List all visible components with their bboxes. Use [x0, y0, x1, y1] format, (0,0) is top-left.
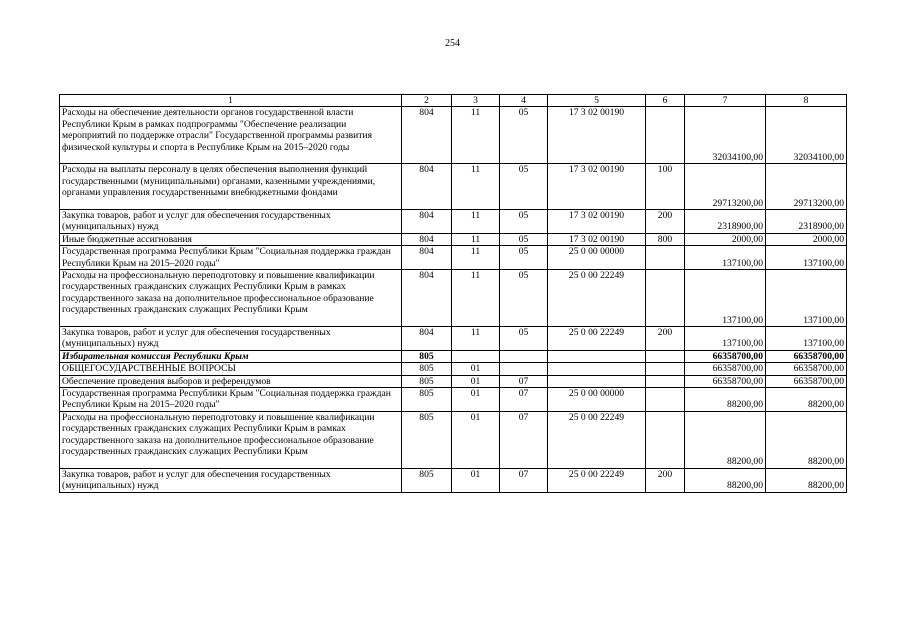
- row-sum-cell: 88200,00: [685, 468, 766, 492]
- row-section-cell: 01: [452, 388, 500, 412]
- row-expense-type-cell: [646, 375, 685, 387]
- table-row: [60, 411, 847, 468]
- row-target-cell: [548, 350, 646, 362]
- row-target-cell: 25 0 00 22249: [548, 468, 646, 492]
- row-section-cell: 11: [452, 327, 500, 351]
- row-subsection-cell: 07: [500, 468, 548, 492]
- budget-table: [59, 94, 847, 493]
- row-sum-cell: 29713200,00: [685, 164, 766, 210]
- row-glav-cell: 805: [402, 388, 452, 412]
- row-sum-cell: 2318900,00: [685, 210, 766, 234]
- row-name-cell: Закупка товаров, работ и услуг для обеспечения государственных (муниципальных) нужд: [60, 210, 402, 234]
- row-subsection-cell: [500, 350, 548, 362]
- table-row: [60, 327, 847, 351]
- row-subsection-cell: 05: [500, 164, 548, 210]
- header-cell-4: 4: [500, 95, 548, 107]
- row-glav-cell: 804: [402, 246, 452, 270]
- row-section-cell: 11: [452, 270, 500, 327]
- row-section-cell: 01: [452, 375, 500, 387]
- row-name-cell: Государственная программа Республики Крым "Социальная поддержка граждан Республики Крым на 2015–2020 годы": [60, 246, 402, 270]
- row-sum2-cell: 29713200,00: [766, 164, 847, 210]
- row-target-cell: 25 0 00 00000: [548, 388, 646, 412]
- header-row: [60, 95, 847, 107]
- header-cell-6: 6: [646, 95, 685, 107]
- row-sum2-cell: 66358700,00: [766, 363, 847, 375]
- row-expense-type-cell: 100: [646, 164, 685, 210]
- table-row: [60, 363, 847, 375]
- row-expense-type-cell: [646, 388, 685, 412]
- row-name-cell: Закупка товаров, работ и услуг для обеспечения государственных (муниципальных) нужд: [60, 468, 402, 492]
- row-sum-cell: 2000,00: [685, 233, 766, 245]
- row-subsection-cell: 05: [500, 270, 548, 327]
- row-subsection-cell: 05: [500, 210, 548, 234]
- row-glav-cell: 804: [402, 327, 452, 351]
- row-sum2-cell: 66358700,00: [766, 350, 847, 362]
- row-sum2-cell: 66358700,00: [766, 375, 847, 387]
- row-expense-type-cell: 200: [646, 327, 685, 351]
- row-glav-cell: 805: [402, 411, 452, 468]
- row-target-cell: 17 3 02 00190: [548, 233, 646, 245]
- table-row: [60, 246, 847, 270]
- table-row: [60, 270, 847, 327]
- row-sum2-cell: 137100,00: [766, 327, 847, 351]
- row-subsection-cell: 07: [500, 388, 548, 412]
- header-cell-2: 2: [402, 95, 452, 107]
- row-name-cell: Избирательная комиссия Республики Крым: [60, 350, 402, 362]
- row-section-cell: 11: [452, 246, 500, 270]
- row-section-cell: 01: [452, 468, 500, 492]
- row-section-cell: 01: [452, 363, 500, 375]
- row-subsection-cell: [500, 363, 548, 375]
- table-row: [60, 210, 847, 234]
- row-target-cell: [548, 363, 646, 375]
- row-sum2-cell: 88200,00: [766, 411, 847, 468]
- row-sum-cell: 137100,00: [685, 246, 766, 270]
- row-expense-type-cell: [646, 350, 685, 362]
- row-glav-cell: 805: [402, 350, 452, 362]
- row-sum-cell: 137100,00: [685, 327, 766, 351]
- header-cell-8: 8: [766, 95, 847, 107]
- row-glav-cell: 804: [402, 210, 452, 234]
- row-glav-cell: 804: [402, 107, 452, 164]
- row-section-cell: [452, 350, 500, 362]
- row-subsection-cell: 05: [500, 233, 548, 245]
- row-name-cell: Расходы на выплаты персоналу в целях обеспечения выполнения функций государственными (муниципальными) органами, казенными учреждениями, органами управления государственными внебюджетными фондами: [60, 164, 402, 210]
- row-section-cell: 11: [452, 107, 500, 164]
- row-glav-cell: 805: [402, 375, 452, 387]
- row-name-cell: Государственная программа Республики Крым "Социальная поддержка граждан Республики Крым на 2015–2020 годы": [60, 388, 402, 412]
- row-target-cell: 25 0 00 22249: [548, 411, 646, 468]
- row-glav-cell: 804: [402, 164, 452, 210]
- row-glav-cell: 805: [402, 468, 452, 492]
- row-name-cell: Расходы на профессиональную переподготовку и повышение квалификации государственных гражданских служащих Республики Крым в рамках государственного заказа на дополнительное профессиональное образование государственных гражданских служащих Республики Крым: [60, 270, 402, 327]
- table-row: [60, 164, 847, 210]
- row-target-cell: 17 3 02 00190: [548, 164, 646, 210]
- row-sum-cell: 66358700,00: [685, 375, 766, 387]
- row-subsection-cell: 05: [500, 246, 548, 270]
- row-sum2-cell: 88200,00: [766, 468, 847, 492]
- row-subsection-cell: 05: [500, 107, 548, 164]
- row-target-cell: 25 0 00 22249: [548, 327, 646, 351]
- row-sum2-cell: 137100,00: [766, 270, 847, 327]
- row-glav-cell: 805: [402, 363, 452, 375]
- row-sum-cell: 88200,00: [685, 388, 766, 412]
- row-sum-cell: 66358700,00: [685, 363, 766, 375]
- row-sum-cell: 66358700,00: [685, 350, 766, 362]
- table-row: [60, 350, 847, 362]
- row-target-cell: 25 0 00 22249: [548, 270, 646, 327]
- table-row: [60, 107, 847, 164]
- row-sum-cell: 32034100,00: [685, 107, 766, 164]
- row-expense-type-cell: 200: [646, 468, 685, 492]
- header-cell-7: 7: [685, 95, 766, 107]
- row-subsection-cell: 07: [500, 411, 548, 468]
- row-name-cell: Расходы на профессиональную переподготовку и повышение квалификации государственных гражданских служащих Республики Крым в рамках государственного заказа на дополнительное профессиональное образование государственных гражданских служащих Республики Крым: [60, 411, 402, 468]
- row-sum-cell: 137100,00: [685, 270, 766, 327]
- table-row: [60, 375, 847, 387]
- table-row: [60, 388, 847, 412]
- row-target-cell: 17 3 02 00190: [548, 210, 646, 234]
- table-row: [60, 468, 847, 492]
- row-sum2-cell: 32034100,00: [766, 107, 847, 164]
- row-expense-type-cell: [646, 107, 685, 164]
- row-glav-cell: 804: [402, 270, 452, 327]
- row-expense-type-cell: 200: [646, 210, 685, 234]
- row-target-cell: 17 3 02 00190: [548, 107, 646, 164]
- row-name-cell: Расходы на обеспечение деятельности органов государственной власти Республики Крым в рамках подпрограммы "Обеспечение реализации мероприятий по поддержке отрасли" Государственной программы развития физической культуры и спорта в Республике Крым на 2015–2020 годы: [60, 107, 402, 164]
- table-row: [60, 233, 847, 245]
- row-section-cell: 11: [452, 210, 500, 234]
- row-sum2-cell: 2318900,00: [766, 210, 847, 234]
- row-expense-type-cell: [646, 363, 685, 375]
- row-section-cell: 01: [452, 411, 500, 468]
- row-expense-type-cell: [646, 411, 685, 468]
- header-cell-3: 3: [452, 95, 500, 107]
- row-sum2-cell: 2000,00: [766, 233, 847, 245]
- row-target-cell: 25 0 00 00000: [548, 246, 646, 270]
- row-subsection-cell: 05: [500, 327, 548, 351]
- row-section-cell: 11: [452, 164, 500, 210]
- page-number: 254: [445, 38, 460, 49]
- row-section-cell: 11: [452, 233, 500, 245]
- row-expense-type-cell: [646, 270, 685, 327]
- row-expense-type-cell: 800: [646, 233, 685, 245]
- row-target-cell: [548, 375, 646, 387]
- row-name-cell: ОБЩЕГОСУДАРСТВЕННЫЕ ВОПРОСЫ: [60, 363, 402, 375]
- row-name-cell: Закупка товаров, работ и услуг для обеспечения государственных (муниципальных) нужд: [60, 327, 402, 351]
- header-cell-1: 1: [60, 95, 402, 107]
- row-expense-type-cell: [646, 246, 685, 270]
- row-subsection-cell: 07: [500, 375, 548, 387]
- row-glav-cell: 804: [402, 233, 452, 245]
- row-name-cell: Иные бюджетные ассигнования: [60, 233, 402, 245]
- header-cell-5: 5: [548, 95, 646, 107]
- row-sum-cell: 88200,00: [685, 411, 766, 468]
- row-sum2-cell: 137100,00: [766, 246, 847, 270]
- row-name-cell: Обеспечение проведения выборов и референдумов: [60, 375, 402, 387]
- row-sum2-cell: 88200,00: [766, 388, 847, 412]
